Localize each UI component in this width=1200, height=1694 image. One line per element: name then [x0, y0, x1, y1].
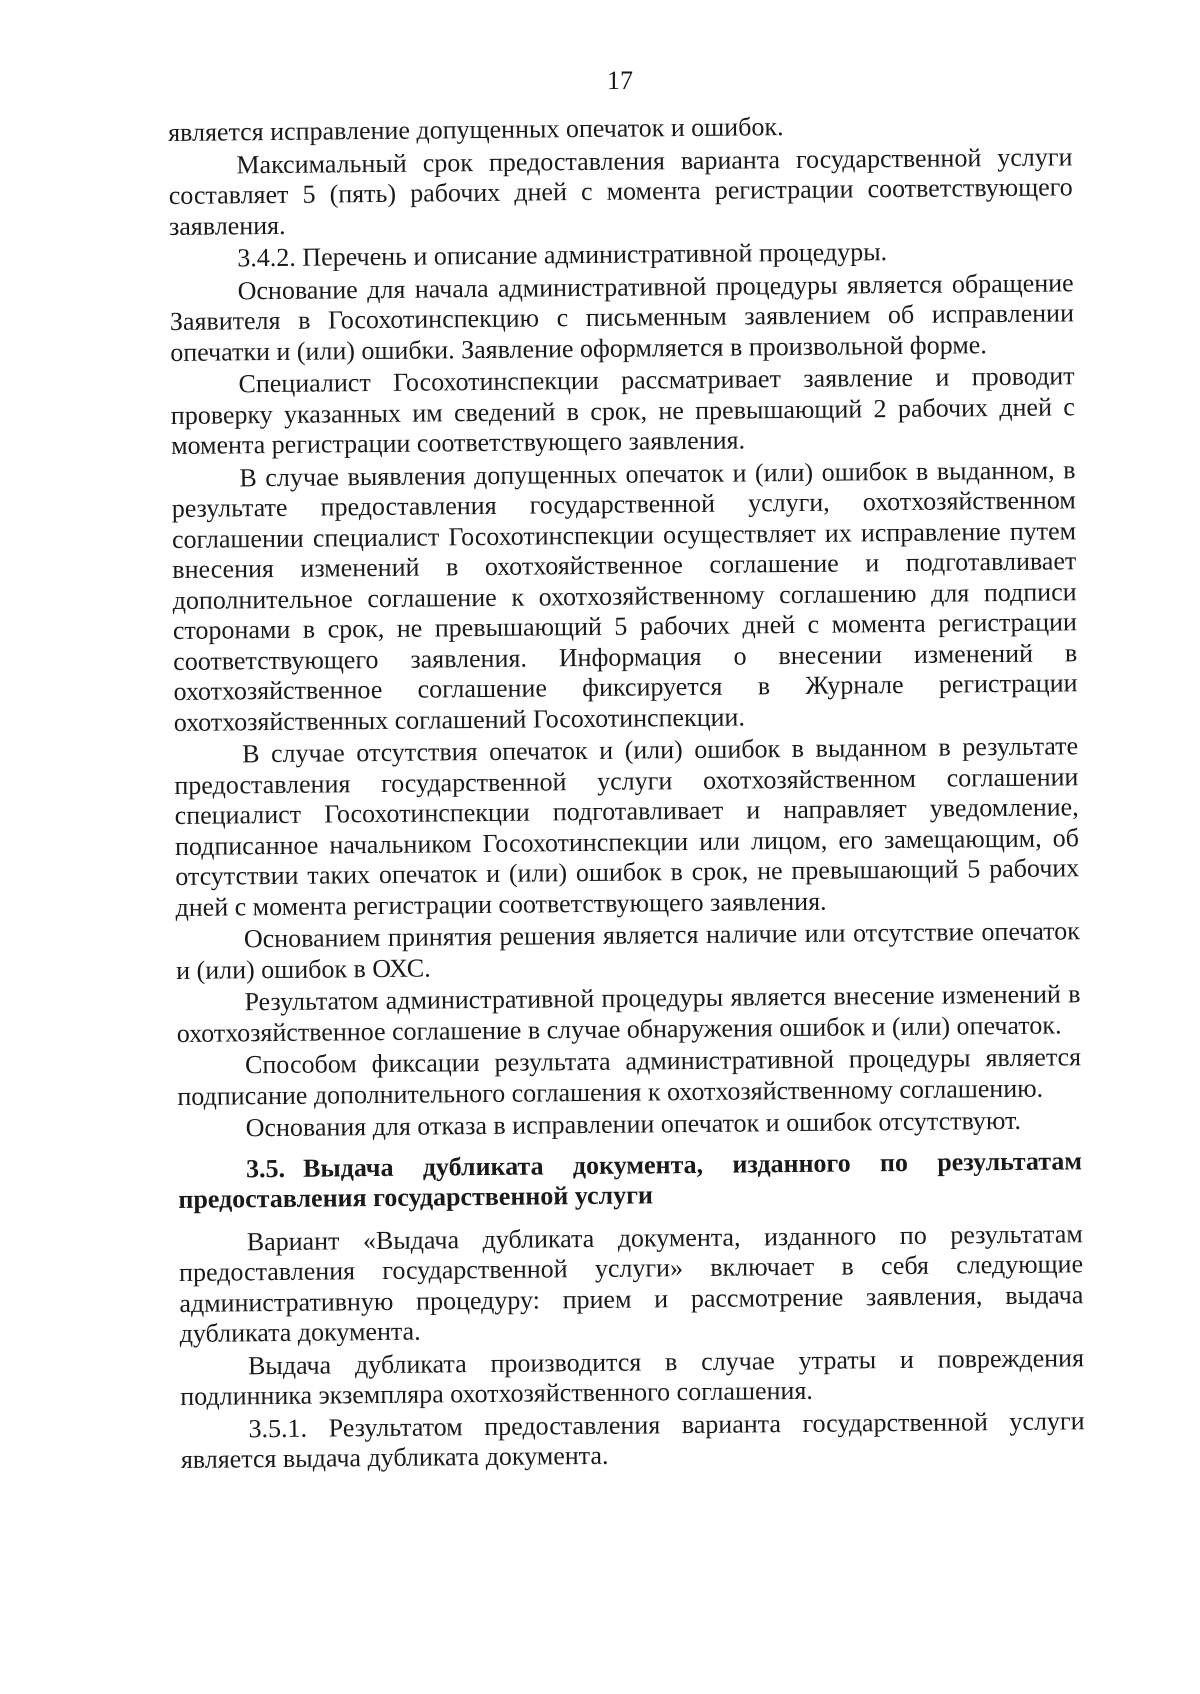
paragraph: Результатом административной процедуры является внесение изменений в охотхозяйственное соглашение в случае обнаружения ошибок и (или) опечаток.: [176, 979, 1081, 1048]
paragraph: Основание для начала административной процедуры является обращение Заявителя в Госохотинспекцию с письменным заявлением об исправлении опечатки и (или) ошибки. Заявление оформляется в произвольной форме.: [169, 267, 1075, 367]
paragraph: 3.4.2. Перечень и описание административной процедуры.: [237, 237, 888, 273]
paragraph: Способом фиксации результата административной процедуры является подписание дополнительного соглашения к охотхозяйственному соглашению.: [177, 1042, 1082, 1111]
paragraph: Специалист Госохотинспекции рассматривает заявление и проводит проверку указанных им сведений в срок, не превышающий 2 рабочих дней с момента регистрации соответствующего заявления.: [170, 361, 1075, 460]
paragraph: Выдача дубликата производится в случае утраты и повреждения подлинника экземпляра охотхозяйственного соглашения.: [180, 1342, 1085, 1411]
paragraph: В случае выявления допущенных опечаток и (или) ошибок в выданном, в результате предоставления государственной услуги, охотхозяйственном соглашении специалист Госохотинспекции осуществляет их исправление путем внесения изменений в охотхояйственное соглашение и подготавливает дополнительное соглашение к охотхозяйственному соглашению для подписи сторонами в срок, не превышающий 5 рабочих дней с момента регистрации соответствующего заявления. Информация о внесении изменений в охотхозяйственное соглашение фиксируется в Журнале регистрации охотхозяйственных соглашений Госохотинспекции.: [171, 454, 1078, 737]
paragraph: является исправление допущенных опечаток и ошибок.: [168, 112, 784, 147]
section-number: 3.5.: [245, 1153, 286, 1183]
paragraph: В случае отсутствия опечаток и (или) ошибок в выданном в результате предоставления государственной услуги охотхозяйственном соглашении специалист Госохотинспекции подготавливает и направляет уведомление, подписанное начальником Госохотинспекции или лицом, его замещающим, об отсутствии таких опечаток и (или) ошибок в срок, не превышающий 5 рабочих дней с момента регистрации соответствующего заявления.: [174, 731, 1080, 922]
document-body: [168, 109, 1085, 1475]
paragraph: Вариант «Выдача дубликата документа, изданного по результатам предоставления государственной услуги» включает в себя следующие административную процедуру: прием и рассмотрение заявления, выдача дубликата документа.: [178, 1218, 1084, 1348]
paragraph: Основания для отказа в исправлении опечаток и ошибок отсутствуют.: [245, 1105, 1022, 1143]
paragraph: Максимальный срок предоставления варианта государственной услуги составляет 5 (пять) рабочих дней с момента регистрации соответствующего заявления.: [168, 141, 1073, 241]
section-title: Выдача дубликата документа, изданного по результатам предоставления государственной услуги: [178, 1145, 1083, 1214]
paragraph-group-before: [168, 109, 1082, 1144]
section-heading: [178, 1146, 1083, 1216]
page-number: 17: [607, 66, 633, 95]
paragraph-group-after: [179, 1219, 1085, 1476]
paragraph: Основанием принятия решения является наличие или отсутствие опечаток и (или) ошибок в ОХС.: [176, 916, 1080, 985]
paragraph: 3.5.1. Результатом предоставления варианта государственной услуги является выдача дубликата документа.: [180, 1405, 1085, 1474]
